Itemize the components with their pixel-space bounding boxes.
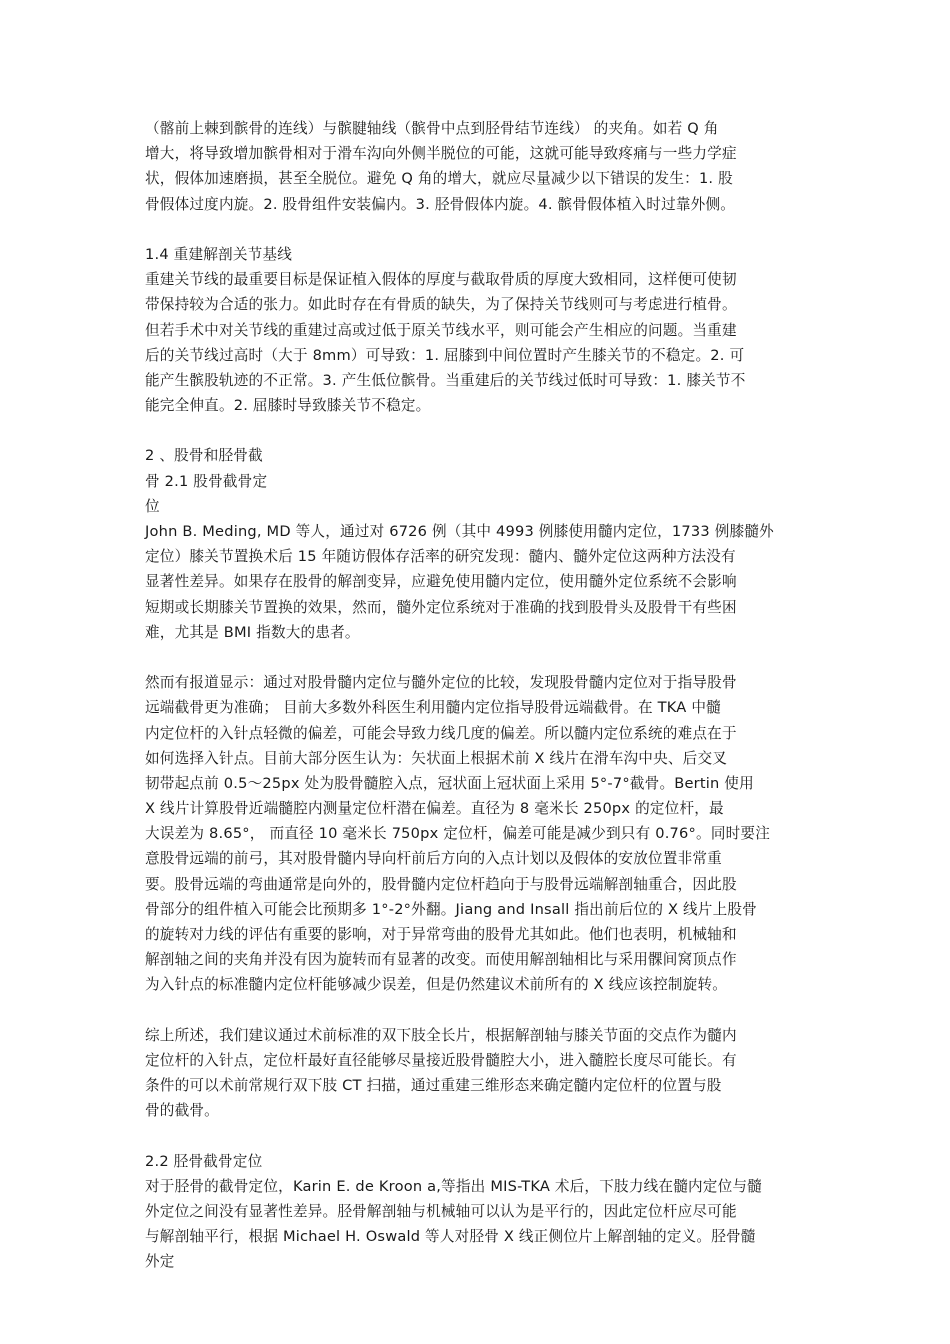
text-line: （髂前上棘到髌骨的连线）与髌腱轴线（髌骨中点到胫骨结节连线） 的夹角。如若 Q 角 [145,120,719,137]
section-heading-2 [145,443,810,519]
text-line: 与解剖轴平行，根据 Michael H. Oswald 等人对胫骨 X 线正侧位片上解剖轴的定义。胫骨髓 [145,1228,756,1246]
text-line: 为入针点的标准髓内定位杆能够减少误差，但是仍然建议术前所有的 X 线应该控制旋转。 [145,976,728,994]
text-line: 带保持较为合适的张力。如此时存在有骨质的缺失，为了保持关节线则可与考虑进行植骨。 [145,296,737,314]
text-line: 远端截骨更为准确； 目前大多数外科医生利用髓内定位指导股骨远端截骨。在 TKA 中髓 [145,699,721,717]
text-line: 对于胫骨的截骨定位，Karin E. de Kroon a,等指出 MIS-TKA 术后，下肢力线在髓内定位与髓 [145,1177,762,1195]
text-line: 要。股骨远端的弯曲通常是向外的，股骨髓内定位杆趋向于与股骨远端解剖轴重合，因此股 [145,875,737,893]
text-line: 短期或长期膝关节置换的效果，然而，髓外定位系统对于准确的找到股骨头及股骨干有些困 [145,598,737,616]
text-line: 外定位之间没有显著性差异。胫骨解剖轴与机械轴可以认为是平行的，因此定位杆应尽可能 [145,1203,737,1221]
text-line: 重建关节线的最重要目标是保证植入假体的厚度与截取骨质的厚度大致相同，这样便可使韧 [145,271,737,289]
text-line: 外定 [145,1253,175,1271]
text-line: 但若手术中对关节线的重建过高或过低于原关节线水平，则可能会产生相应的问题。当重建 [145,321,737,339]
text-line: 的旋转对力线的评估有重要的影响，对于异常弯曲的股骨尤其如此。他们也表明，机械轴和 [145,926,737,943]
text-line: 骨部分的组件植入可能会比预期多 1°-2°外翻。Jiang and Insall 指出前后位的 X 线片上股骨 [145,900,757,918]
paragraph-gap [145,645,810,670]
paragraph-gap [145,1124,810,1149]
text-line: 后的关节线过高时（大于 8mm）可导致：1. 屈膝到中间位置时产生膝关节的不稳定。2. 可 [145,346,745,364]
text-line: 增大，将导致增加髌骨相对于滑车沟向外侧半脱位的可能，这就可能导致疼痛与一些力学症 [145,145,737,163]
text-line: 内定位杆的入针点轻微的偏差，可能会导致力线几度的偏差。所以髓内定位系统的难点在于 [145,724,737,742]
paragraph-summary [145,1023,810,1124]
document-page [145,116,810,1275]
paragraph-joint-line [145,267,810,418]
heading-text: 骨 2.1 股骨截骨定 [145,472,268,490]
text-line: 能产生髌股轨迹的不正常。3. 产生低位髌骨。当重建后的关节线过低时可导致：1. 膝关节不 [145,371,746,389]
paragraph-q-angle [145,116,810,217]
text-line: 难，尤其是 BMI 指数大的患者。 [145,623,360,641]
text-line: 状，假体加速磨损，甚至全脱位。避免 Q 角的增大，就应尽量减少以下错误的发生：1. 股 [145,170,733,188]
text-line: 显著性差异。如果存在股骨的解剖变异，应避免使用髓内定位，使用髓外定位系统不会影响 [145,573,737,591]
text-line: 骨的截骨。 [145,1102,219,1120]
paragraph-gap [145,998,810,1023]
text-line: 如何选择入针点。目前大部分医生认为：矢状面上根据术前 X 线片在滑车沟中央、后交叉 [145,749,728,767]
text-line: 韧带起点前 0.5～25px 处为股骨髓腔入点，冠状面上冠状面上采用 5°-7°截骨。Bertin 使用 [145,774,754,792]
text-line: 然而有报道显示：通过对股骨髓内定位与髓外定位的比较，发现股骨髓内定位对于指导股骨 [145,674,737,692]
paragraph-gap [145,418,810,443]
section-heading-1-4 [145,242,810,267]
text-line: John B. Meding, MD 等人，通过对 6726 例（其中 4993 例膝使用髓内定位，1733 例膝髓外 [145,523,774,540]
text-line: X 线片计算股骨近端髓腔内测量定位杆潜在偏差。直径为 8 毫米长 250px 的定位杆，最 [145,800,724,818]
paragraph-intramedullary [145,670,810,997]
text-line: 条件的可以术前常规行双下肢 CT 扫描，通过重建三维形态来确定髓内定位杆的位置与股 [145,1077,722,1095]
text-line: 骨假体过度内旋。2. 股骨组件安装偏内。3. 胫骨假体内旋。4. 髌骨假体植入时过靠外侧。 [145,195,736,213]
text-line: 定位）膝关节置换术后 15 年随访假体存活率的研究发现：髓内、髓外定位这两种方法没有 [145,548,736,566]
paragraph-tibial [145,1174,810,1275]
paragraph-meding-study [145,519,810,645]
text-line: 能完全伸直。2. 屈膝时导致膝关节不稳定。 [145,397,431,415]
heading-text: 2 、股骨和胫骨截 [145,447,263,465]
section-heading-2-2 [145,1149,810,1174]
text-line: 解剖轴之间的夹角并没有因为旋转而有显著的改变。而使用解剖轴相比与采用髁间窝顶点作 [145,951,737,969]
text-line: 综上所述，我们建议通过术前标准的双下肢全长片，根据解剖轴与膝关节面的交点作为髓内 [145,1026,737,1044]
heading-text: 1.4 重建解剖关节基线 [145,245,292,263]
heading-text: 2.2 胫骨截骨定位 [145,1152,263,1170]
text-line: 大误差为 8.65°， 而直径 10 毫米长 750px 定位杆，偏差可能是减少到只有 0.76°。同时要注 [145,825,770,843]
heading-text: 位 [145,497,160,515]
paragraph-gap [145,217,810,242]
text-line: 意股骨远端的前弓，其对股骨髓内导向杆前后方向的入点计划以及假体的安放位置非常重 [145,850,722,868]
text-line: 定位杆的入针点，定位杆最好直径能够尽量接近股骨髓腔大小，进入髓腔长度尽可能长。有 [145,1051,737,1069]
